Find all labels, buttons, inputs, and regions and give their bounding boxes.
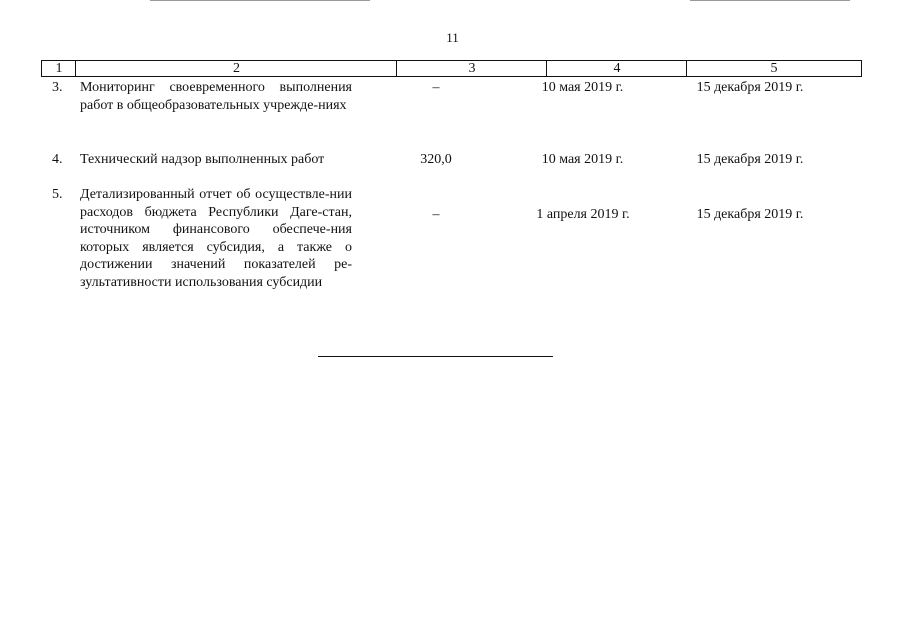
- row-number: 4.: [52, 152, 63, 167]
- row-end-date: 15 декабря 2019 г.: [696, 80, 804, 95]
- row-number: 5.: [52, 187, 63, 202]
- row-end-date: 15 декабря 2019 г.: [696, 152, 804, 167]
- row-amount: –: [432, 80, 440, 95]
- closing-rule: [318, 356, 553, 357]
- row-description: Технический надзор выполненных работ: [80, 152, 325, 167]
- row-start-date: 10 мая 2019 г.: [541, 152, 624, 167]
- row-start-date: 1 апреля 2019 г.: [536, 207, 630, 222]
- column-header-3: 3: [396, 60, 547, 77]
- row-end-date: 15 декабря 2019 г.: [696, 207, 804, 222]
- row-number: 3.: [52, 80, 63, 95]
- row-amount: 320,0: [420, 152, 452, 167]
- row-description: Мониторинг своевременного выполнения работ в общеобразовательных учрежде-ниях: [80, 80, 352, 113]
- scan-edge-mark: [150, 0, 370, 1]
- row-amount: –: [432, 207, 440, 222]
- column-header-4: 4: [546, 60, 687, 77]
- column-header-1: 1: [41, 60, 76, 77]
- scan-edge-mark: [690, 0, 850, 1]
- page-number: 11: [446, 30, 459, 45]
- row-start-date: 10 мая 2019 г.: [541, 80, 624, 95]
- column-header-2: 2: [75, 60, 397, 77]
- column-header-5: 5: [686, 60, 862, 77]
- table-header: [41, 60, 861, 76]
- row-description: Детализированный отчет об осуществле-нии расходов бюджета Республики Даге-стан, источником финансового обеспече-ния которых является субсидия, а также о достижении значений показателей ре-зультативности использования субсидии: [80, 187, 352, 290]
